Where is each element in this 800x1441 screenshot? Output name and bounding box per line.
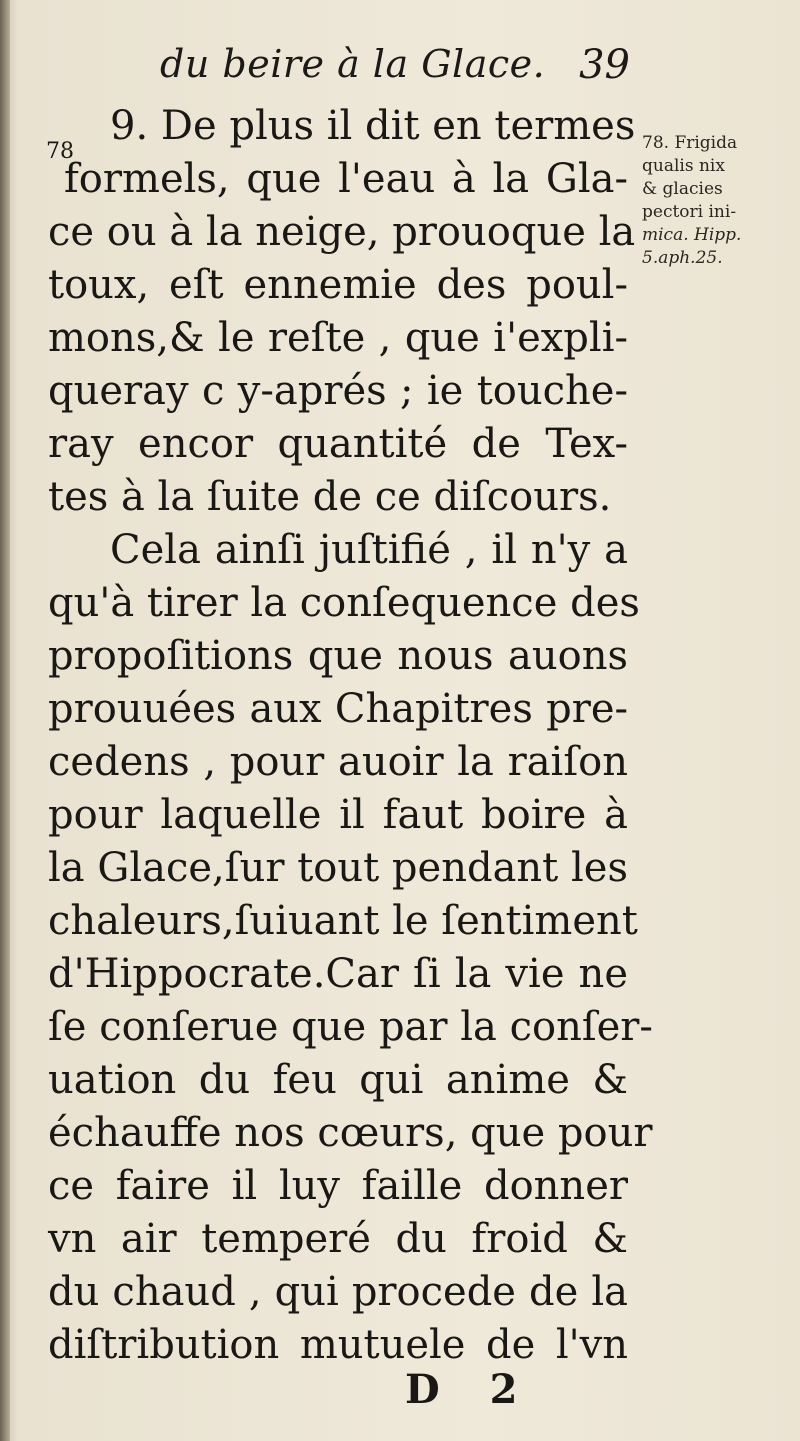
text-line: propoſitions que nous auons [48, 633, 628, 679]
signature-mark: D 2 [405, 1366, 536, 1413]
text-line [46, 139, 628, 206]
text-line: cedens , pour auoir la raiſon [48, 739, 628, 785]
running-head [160, 42, 630, 98]
text-line: Cela ainſi juſtifié , il n'y a [110, 527, 628, 573]
margin-note-line: pectori ini- [642, 202, 737, 222]
text-line: pour laquelle il faut boire à [48, 792, 628, 838]
body-text [46, 100, 653, 1372]
running-title: du beire à la Glace. [160, 42, 546, 86]
text-line: d'Hippocrate.Car ſi la vie ne [48, 951, 628, 997]
text-line: toux, eſt ennemie des poul- [48, 262, 628, 308]
text-line: diſtribution mutuele de l'vn [48, 1322, 628, 1368]
text-line: ce ou à la neige, prouoque la [48, 209, 636, 255]
margin-note [642, 132, 790, 270]
text-line: ray encor quantité de Tex- [48, 421, 628, 467]
page-number: 39 [579, 42, 630, 88]
text-line-content: formels, que l'eau à la Gla- [64, 156, 628, 202]
text-line: du chaud , qui procede de la [48, 1269, 628, 1315]
margin-note-line: qualis nix [642, 156, 725, 176]
text-line: tes à la ſuite de ce diſcours. [48, 474, 612, 520]
margin-note-line: 78. Frigida [642, 133, 738, 153]
margin-note-line: 5.aph.25. [642, 248, 723, 268]
text-line: queray c y-aprés ; ie touche- [48, 368, 628, 414]
text-line: 9. De plus il dit en termes [110, 103, 636, 149]
text-line: ce faire il luy faille donner [48, 1163, 628, 1209]
margin-note-line: & glacies [642, 179, 723, 199]
text-line: mons,& le reſte , que i'expli- [48, 315, 628, 361]
text-line: vn air temperé du froid & [48, 1216, 628, 1262]
margin-note-line: mica. Hipp. [642, 225, 742, 245]
text-line: qu'à tirer la conſequence des [48, 580, 640, 626]
note-reference: 78 [46, 139, 74, 164]
text-line: uation du feu qui anime & [48, 1057, 628, 1103]
text-line: échauffe nos cœurs, que pour [48, 1110, 653, 1156]
text-line: la Glace,ſur tout pendant les [48, 845, 628, 891]
text-line: prouuées aux Chapitres pre- [48, 686, 628, 732]
text-line: chaleurs,ſuiuant le ſentiment [48, 898, 638, 944]
binding-edge [0, 0, 10, 1441]
text-line: ſe conſerue que par la conſer- [48, 1004, 653, 1050]
